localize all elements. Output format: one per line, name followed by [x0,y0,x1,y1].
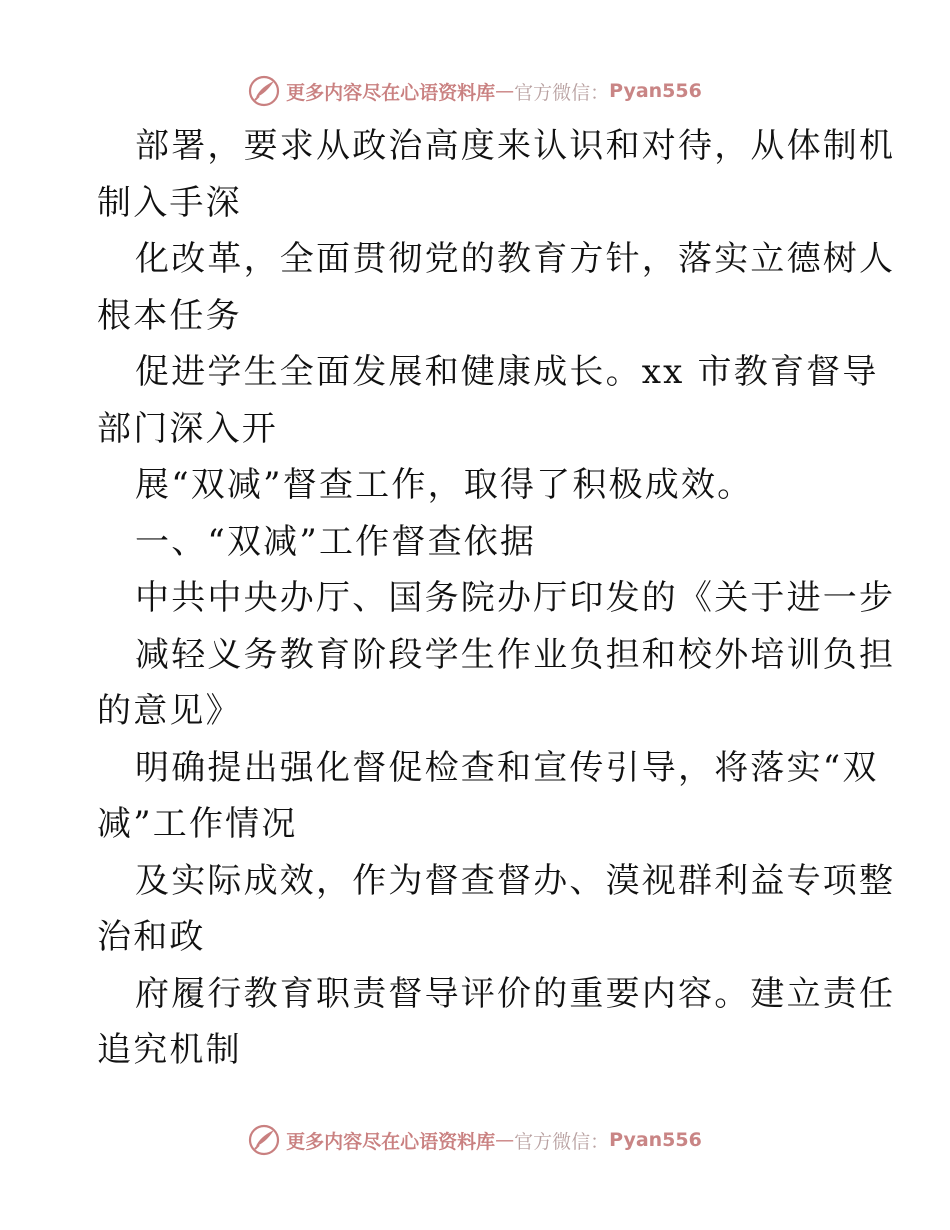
watermark-brand: 更多内容尽在心语资料库 [286,1130,496,1153]
quill-pen-logo-icon [248,1124,280,1156]
body-line: 制入手深 [97,182,242,223]
watermark-official-label: 官方微信： [514,81,610,104]
body-line: 中共中央办厅、国务院办厅印发的《关于进一步 [135,578,896,618]
body-line: 减轻义务教育阶段学生作业负担和校外培训负担 [135,634,896,675]
body-line: 展“双减”督查工作，取得了积极成效。 [135,465,754,505]
document-body [97,118,896,1079]
watermark-brand: 更多内容尽在心语资料库 [286,81,496,104]
body-line: 府履行教育职责督导评价的重要内容。建立责任 [135,973,896,1014]
watermark-dash: — [495,80,515,102]
body-line: 治和政 [97,917,206,957]
section-heading: 一、“双减”工作督查依据 [135,521,537,562]
watermark-official-label: 官方微信： [514,1130,610,1153]
body-line: 追究机制 [97,1030,242,1070]
watermark-dash: — [495,1129,515,1151]
body-line: 部门深入开 [97,408,278,449]
watermark-wechat-id: Pyan556 [609,1129,702,1151]
body-line: 化改革，全面贯彻党的教育方针，落实立德树人 [135,239,896,279]
watermark-wechat-id: Pyan556 [609,80,702,102]
body-line: 明确提出强化督促检查和宣传引导，将落实“双 [135,747,879,788]
body-line: 根本任务 [97,295,242,336]
body-line: 部署，要求从政治高度来认识和对待，从体制机 [135,126,896,166]
body-line: 的意见》 [97,691,242,731]
body-line: 及实际成效，作为督查督办、漠视群利益专项整 [135,860,896,901]
header-watermark [0,71,950,111]
body-line: 减”工作情况 [97,804,298,844]
footer-watermark [0,1120,950,1160]
body-line: 促进学生全面发展和健康成长。xx 市教育督导 [135,352,879,392]
quill-pen-logo-icon [248,75,280,107]
